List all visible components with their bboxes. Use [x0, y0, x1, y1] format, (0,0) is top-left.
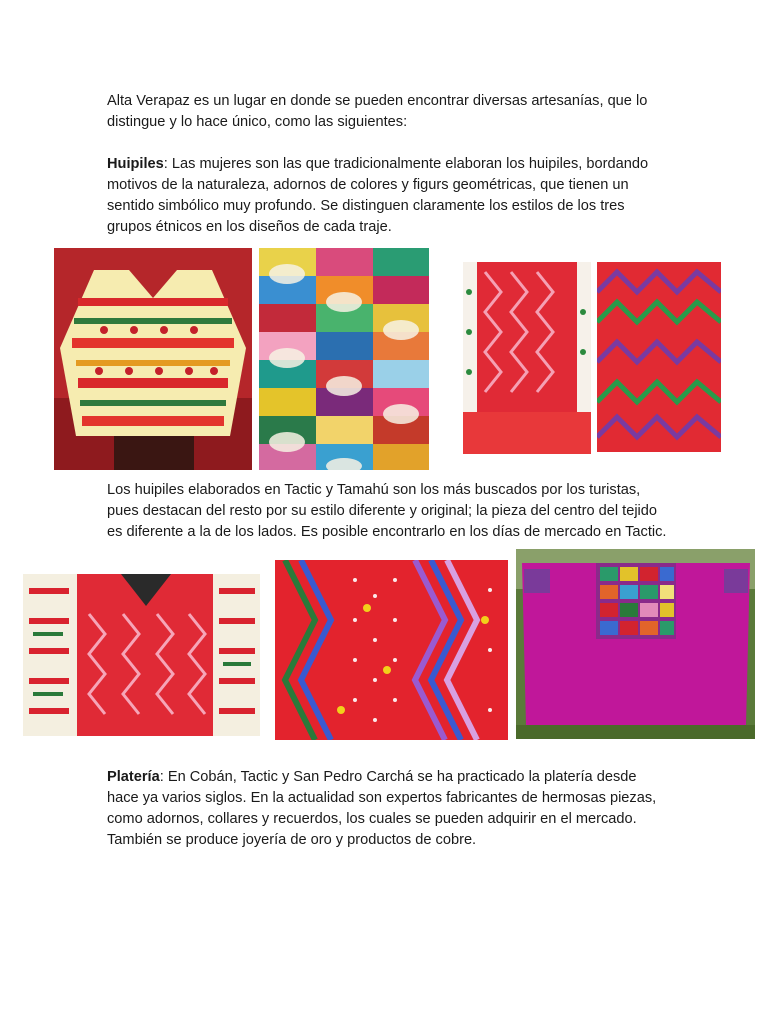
plateria-paragraph [107, 767, 667, 851]
photo-woven-fabric-detail [275, 560, 508, 740]
photo-magenta-huipil [516, 549, 755, 739]
photo-tactic-huipil [23, 574, 260, 736]
photo-huipil-collars [259, 248, 429, 470]
huipiles-heading: Huipiles [107, 156, 164, 172]
huipiles-paragraph [107, 154, 667, 238]
photo-huipil-red-chevron [463, 262, 591, 454]
intro-paragraph: Alta Verapaz es un lugar en donde se pueden encontrar diversas artesanías, que lo distingue y lo hace único, como las siguientes: [107, 93, 648, 130]
tactic-paragraph: Los huipiles elaborados en Tactic y Tamahú son los más buscados por los turistas, pues destacan del resto por su estilo diferente y original; la pieza del centro del tejido es diferente a la de los lados. Es posible encontrarlo en los días de mercado en Tactic. [107, 482, 667, 540]
photo-huipil-mannequin [54, 248, 252, 470]
huipiles-text: : Las mujeres son las que tradicionalmente elaboran los huipiles, bordando motivos de la naturaleza, adornos de colores y figurs geométricas, que tienen un sentido simbólico muy profundo. Se distinguen claramente los estilos de los tres grupos étnicos en los diseños de cada traje. [107, 156, 649, 235]
plateria-text: : En Cobán, Tactic y San Pedro Carchá se ha practicado la platería desde hace ya varios siglos. En la actualidad son expertos fabricantes de hermosas piezas, como adornos, collares y recuerdos, los cuales se pueden adquirir en el mercado. También se produce joyería de oro y productos de cobre. [107, 769, 657, 848]
plateria-heading: Platería [107, 769, 160, 785]
photo-huipil-zigzag-fabric [597, 262, 721, 452]
